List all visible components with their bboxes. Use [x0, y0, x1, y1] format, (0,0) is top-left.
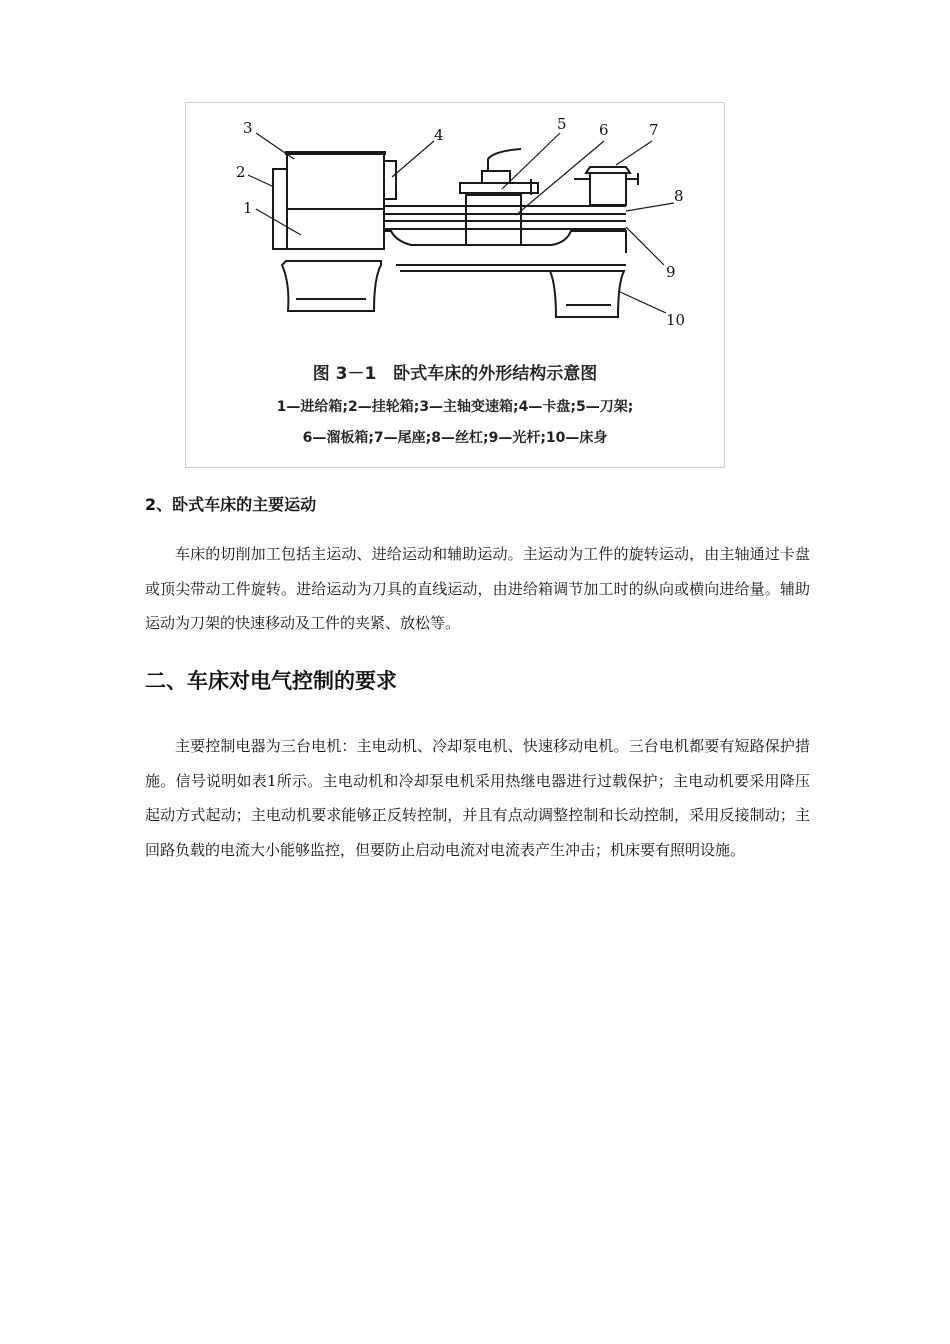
label-7: 7 — [649, 121, 659, 139]
label-5: 5 — [557, 115, 567, 133]
figure-caption-legend-2: 6—溜板箱;7—尾座;8—丝杠;9—光杆;10—床身 — [302, 430, 608, 446]
label-3: 3 — [243, 119, 253, 137]
section-heading: 二、车床对电气控制的要求 — [145, 669, 397, 693]
label-10: 10 — [666, 311, 686, 329]
label-2: 2 — [236, 163, 246, 181]
label-1: 1 — [243, 199, 253, 217]
label-6: 6 — [599, 121, 609, 139]
paragraph-electrical-requirements: 主要控制电器为三台电机：主电动机、冷却泵电机、快速移动电机。三台电机都要有短路保护措施。信号说明如表1所示。主电动机和冷却泵电机采用热继电器进行过载保护；主电动机要采用降压起动方式起动；主电动机要求能够正反转控制，并且有点动调整控制和长动控制，采用反接制动；主回路负载的电流大小能够监控，但要防止启动电流对电流表产生冲击；机床要有照明设施。 — [145, 737, 810, 859]
subsection-heading: 2、卧式车床的主要运动 — [145, 495, 317, 514]
lathe-figure — [185, 102, 725, 468]
label-8: 8 — [674, 187, 684, 205]
paragraph-main-motion: 车床的切削加工包括主运动、进给运动和辅助运动。主运动为工件的旋转运动，由主轴通过卡盘或顶尖带动工件旋转。进给运动为刀具的直线运动，由进给箱调节加工时的纵向或横向进给量。辅助运动为刀架的快速移动及工件的夹紧、放松等。 — [145, 545, 810, 632]
figure-caption-title: 图 3－1 卧式车床的外形结构示意图 — [312, 364, 598, 384]
figure-caption-legend-1: 1—进给箱;2—挂轮箱;3—主轴变速箱;4—卡盘;5—刀架; — [276, 399, 634, 415]
label-9: 9 — [666, 263, 676, 281]
label-4: 4 — [434, 126, 444, 144]
